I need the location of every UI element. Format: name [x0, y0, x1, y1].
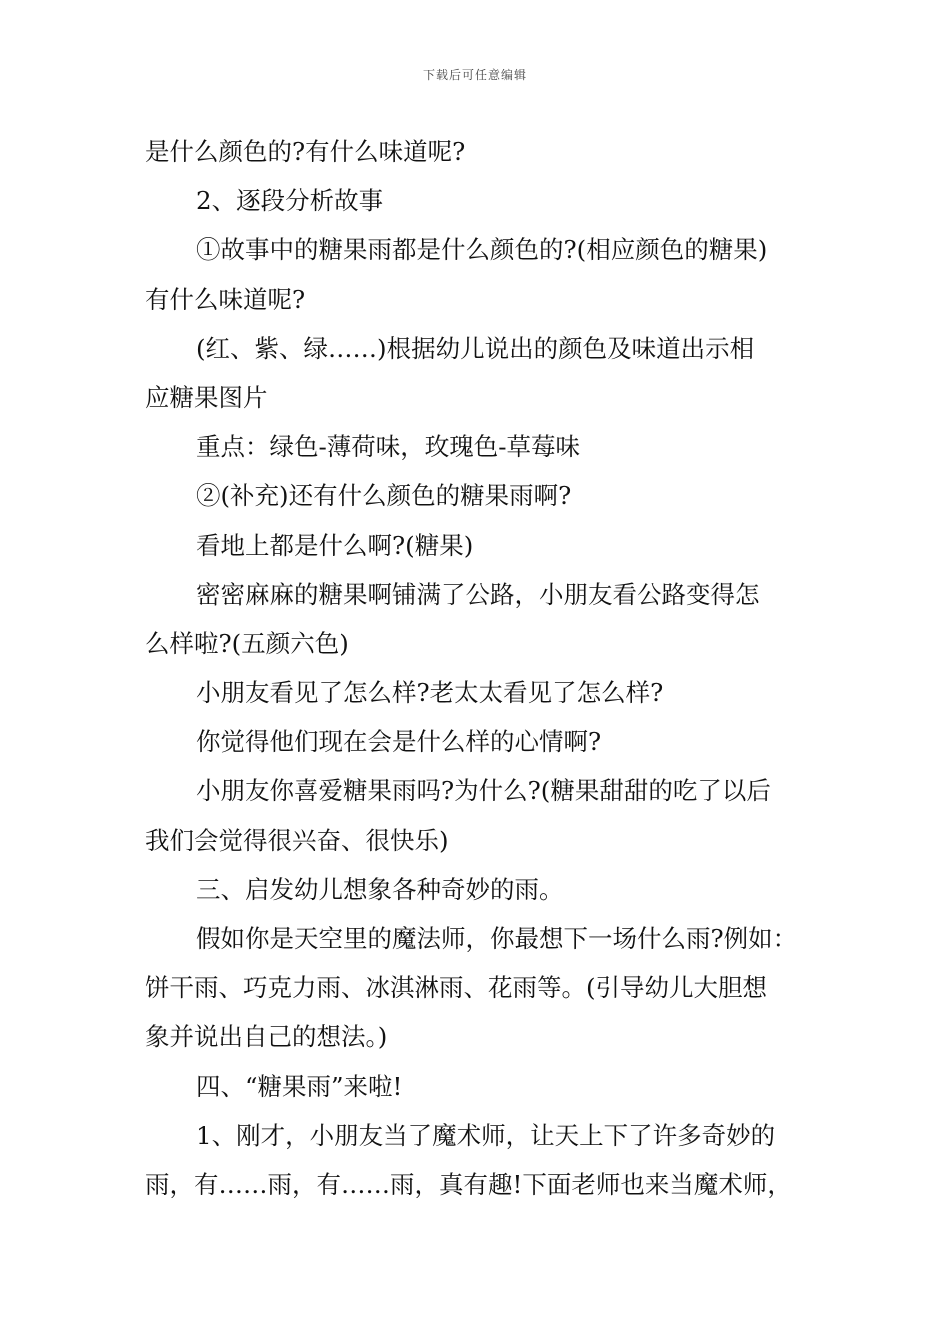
- text-line: 假如你是天空里的魔法师，你最想下一场什么雨?例如：: [196, 924, 798, 953]
- text-line: 么样啦?(五颜六色): [145, 628, 349, 658]
- section-heading: 2、逐段分析故事: [196, 186, 384, 216]
- text-line: 重点：绿色-薄荷味，玫瑰色-草莓味: [196, 432, 581, 462]
- text-line: 密密麻麻的糖果啊铺满了公路，小朋友看公路变得怎: [196, 579, 760, 609]
- text-line: 是什么颜色的?有什么味道呢?: [145, 137, 466, 166]
- text-line: 有什么味道呢?: [145, 284, 306, 314]
- text-line: 你觉得他们现在会是什么样的心情啊?: [196, 727, 602, 757]
- text-line: 我们会觉得很兴奋、很快乐): [145, 825, 449, 855]
- text-line: 象并说出自己的想法。): [145, 1022, 388, 1052]
- text-line: 小朋友看见了怎么样?老太太看见了怎么样?: [196, 678, 664, 708]
- text-line: 看地上都是什么啊?(糖果): [196, 530, 474, 560]
- section-heading: 三、启发幼儿想象各种奇妙的雨。: [196, 874, 564, 904]
- page-header: 下载后可任意编辑: [422, 68, 527, 82]
- text-line: 雨，有……雨，有……雨，真有趣!下面老师也来当魔术师，: [145, 1169, 792, 1199]
- document-body: [145, 127, 817, 1209]
- section-heading: 四、“糖果雨”来啦!: [196, 1071, 403, 1101]
- text-line: 饼干雨、巧克力雨、冰淇淋雨、花雨等。(引导幼儿大胆想: [145, 973, 768, 1003]
- text-line: ②(补充)还有什么颜色的糖果雨啊?: [196, 481, 572, 511]
- text-line: 小朋友你喜爱糖果雨吗?为什么?(糖果甜甜的吃了以后: [196, 776, 771, 806]
- text-line: ①故事中的糖果雨都是什么颜色的?(相应颜色的糖果): [196, 235, 768, 265]
- text-line: 应糖果图片: [145, 382, 268, 412]
- text-line: (红、紫、绿……)根据幼儿说出的颜色及味道出示相: [196, 333, 755, 363]
- text-line: 1、刚才，小朋友当了魔术师，让天上下了许多奇妙的: [196, 1120, 776, 1150]
